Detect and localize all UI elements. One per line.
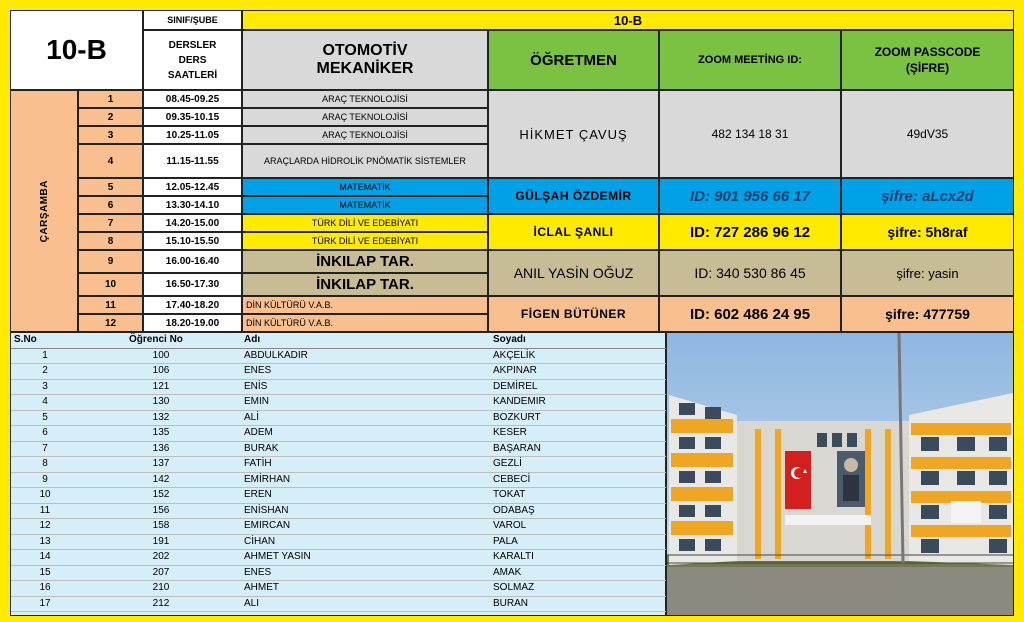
zoom-id: ID: 340 530 86 45 [659, 250, 841, 296]
student-first-name: ENİSHAN [244, 504, 289, 516]
student-sno: 3 [42, 380, 48, 392]
student-number: 135 [152, 427, 170, 439]
student-last-name: KESER [493, 427, 527, 439]
student-row [11, 535, 667, 551]
student-number: 100 [152, 349, 170, 361]
student-row [11, 395, 667, 411]
student-first-name: EREN [244, 489, 272, 501]
student-sno: 7 [42, 442, 48, 454]
student-number: 136 [152, 442, 170, 454]
student-last-name: VAROL [493, 520, 527, 532]
student-last-name: KARALTI [493, 551, 534, 563]
period-no: 5 [78, 178, 143, 196]
timetable-sheet [10, 10, 1015, 617]
adi-header: Adı [244, 334, 261, 346]
period-no: 8 [78, 232, 143, 250]
period-no: 6 [78, 196, 143, 214]
teacher-name: GÜLŞAH ÖZDEMİR [488, 178, 659, 214]
student-sno: 1 [42, 349, 48, 361]
student-first-name: EMIRCAN [244, 520, 291, 532]
student-number: 130 [152, 396, 170, 408]
student-sno: 10 [39, 489, 51, 501]
student-row [11, 442, 667, 458]
lesson-name: MATEMATİK [242, 196, 488, 214]
student-first-name: EMIN [244, 396, 269, 408]
student-number: 207 [152, 566, 170, 578]
student-list-header [11, 333, 667, 349]
student-last-name: AKPINAR [493, 365, 537, 377]
student-last-name: DEMİREL [493, 380, 538, 392]
teacher-col-header: ÖĞRETMEN [488, 30, 659, 90]
student-sno: 11 [39, 504, 51, 516]
student-number: 106 [152, 365, 170, 377]
student-first-name: ENİS [244, 380, 268, 392]
teacher-name: İCLAL ŞANLI [488, 214, 659, 250]
student-number: 191 [152, 535, 170, 547]
student-last-name: PALA [493, 535, 518, 547]
lesson-name: ARAÇ TEKNOLOJİSİ [242, 90, 488, 108]
student-number: 156 [152, 504, 170, 516]
student-last-name: ODABAŞ [493, 504, 535, 516]
student-last-name: BURAN [493, 597, 529, 609]
day-cell [10, 90, 78, 332]
student-row [11, 581, 667, 597]
student-last-name: KANDEMIR [493, 396, 546, 408]
zoom-pass: şifre: yasin [841, 250, 1014, 296]
sinif-value: 10-B [242, 10, 1014, 30]
student-first-name: EMİRHAN [244, 473, 291, 485]
class-title: 10-B [10, 10, 143, 90]
teacher-name: HİKMET ÇAVUŞ [488, 90, 659, 178]
student-sno: 4 [42, 396, 48, 408]
student-first-name: FATİH [244, 458, 272, 470]
student-first-name: ALİ [244, 411, 260, 423]
student-row [11, 411, 667, 427]
zoom-id: ID: 901 956 66 17 [659, 178, 841, 214]
lesson-name: DİN KÜLTÜRÜ V.A.B. [242, 314, 488, 332]
student-row [11, 457, 667, 473]
student-number: 152 [152, 489, 170, 501]
student-last-name: AKÇELİK [493, 349, 536, 361]
period-no: 2 [78, 108, 143, 126]
student-row [11, 380, 667, 396]
zoom-id: ID: 727 286 96 12 [659, 214, 841, 250]
student-sno: 6 [42, 427, 48, 439]
student-first-name: CİHAN [244, 535, 276, 547]
student-sno: 8 [42, 458, 48, 470]
student-sno: 12 [39, 520, 51, 532]
student-first-name: AHMET YASIN [244, 551, 311, 563]
student-number: 137 [152, 458, 170, 470]
period-no: 3 [78, 126, 143, 144]
student-first-name: BURAK [244, 442, 279, 454]
zoom-pass: şifre: 5h8raf [841, 214, 1014, 250]
zoom-pass: şifre: 477759 [841, 296, 1014, 332]
period-time: 17.40-18.20 [143, 296, 242, 314]
ders-saatleri-header: DERSLER DERS SAATLERİ [143, 30, 242, 90]
student-last-name: AMAK [493, 566, 522, 578]
period-no: 11 [78, 296, 143, 314]
department-header: OTOMOTİV MEKANİKER [242, 30, 488, 90]
teacher-name: FİGEN BÜTÜNER [488, 296, 659, 332]
lesson-name: İNKILAP TAR. [242, 273, 488, 296]
student-last-name: CEBECİ [493, 473, 531, 485]
period-time: 18.20-19.00 [143, 314, 242, 332]
lesson-name: ARAÇ TEKNOLOJİSİ [242, 126, 488, 144]
period-time: 10.25-11.05 [143, 126, 242, 144]
student-row [11, 488, 667, 504]
student-first-name: ENES [244, 566, 272, 578]
student-first-name: AHMET [244, 582, 279, 594]
student-first-name: ENES [244, 365, 272, 377]
student-number: 142 [152, 473, 170, 485]
lesson-name: MATEMATİK [242, 178, 488, 196]
student-last-name: TOKAT [493, 489, 526, 501]
student-first-name: ABDULKADIR [244, 349, 308, 361]
day-label: ÇARŞAMBA [38, 179, 50, 243]
student-row [11, 597, 667, 613]
student-last-name: SOLMAZ [493, 582, 535, 594]
zoom-id-col-header: ZOOM MEETİNG ID: [659, 30, 841, 90]
student-row [11, 426, 667, 442]
student-sno: 15 [39, 566, 51, 578]
teacher-name: ANIL YASİN OĞUZ [488, 250, 659, 296]
sinif-label: SINIF/ŞUBE [143, 10, 242, 30]
zoom-pass: şifre: aLcx2d [841, 178, 1014, 214]
lesson-name: ARAÇLARDA HİDROLİK PNÖMATİK SİSTEMLER [242, 144, 488, 178]
period-time: 14.20-15.00 [143, 214, 242, 232]
soyadi-header: Soyadı [493, 334, 526, 346]
student-row [11, 519, 667, 535]
lesson-name: ARAÇ TEKNOLOJİSİ [242, 108, 488, 126]
student-number: 121 [152, 380, 170, 392]
lesson-name: TÜRK DİLİ VE EDEBİYATI [242, 214, 488, 232]
student-row [11, 364, 667, 380]
student-number: 158 [152, 520, 170, 532]
school-building-photo [666, 332, 1014, 616]
ogr-no-header: Öğrenci No [129, 334, 183, 346]
lesson-name: İNKILAP TAR. [242, 250, 488, 273]
student-row [11, 349, 667, 365]
student-sno: 5 [42, 411, 48, 423]
zoom-id: 482 134 18 31 [659, 90, 841, 178]
student-last-name: GEZLİ [493, 458, 522, 470]
period-time: 09.35-10.15 [143, 108, 242, 126]
period-no: 7 [78, 214, 143, 232]
student-row [11, 473, 667, 489]
student-list [10, 332, 666, 616]
student-sno: 14 [39, 551, 51, 563]
period-no: 9 [78, 250, 143, 273]
sno-header: S.No [14, 334, 37, 346]
student-sno: 17 [39, 597, 51, 609]
student-sno: 9 [42, 473, 48, 485]
student-last-name: BAŞARAN [493, 442, 541, 454]
school-building-illustration [667, 333, 1014, 616]
student-last-name: BOZKURT [493, 411, 541, 423]
lesson-name: DİN KÜLTÜRÜ V.A.B. [242, 296, 488, 314]
period-no: 4 [78, 144, 143, 178]
period-no: 1 [78, 90, 143, 108]
student-number: 202 [152, 551, 170, 563]
student-sno: 13 [39, 535, 51, 547]
period-no: 10 [78, 273, 143, 296]
student-sno: 2 [42, 365, 48, 377]
student-first-name: ADEM [244, 427, 273, 439]
zoom-id: ID: 602 486 24 95 [659, 296, 841, 332]
lesson-name: TÜRK DİLİ VE EDEBİYATI [242, 232, 488, 250]
period-no: 12 [78, 314, 143, 332]
zoom-pass: 49dV35 [841, 90, 1014, 178]
period-time: 12.05-12.45 [143, 178, 242, 196]
period-time: 15.10-15.50 [143, 232, 242, 250]
student-number: 210 [152, 582, 170, 594]
student-row [11, 504, 667, 520]
period-time: 16.50-17.30 [143, 273, 242, 296]
student-number: 132 [152, 411, 170, 423]
period-time: 13.30-14.10 [143, 196, 242, 214]
student-sno: 16 [39, 582, 51, 594]
period-time: 16.00-16.40 [143, 250, 242, 273]
student-row [11, 566, 667, 582]
student-first-name: ALI [244, 597, 260, 609]
period-time: 11.15-11.55 [143, 144, 242, 178]
student-number: 212 [152, 597, 170, 609]
zoom-pass-col-header: ZOOM PASSCODE (ŞİFRE) [841, 30, 1014, 90]
student-row [11, 550, 667, 566]
period-time: 08.45-09.25 [143, 90, 242, 108]
